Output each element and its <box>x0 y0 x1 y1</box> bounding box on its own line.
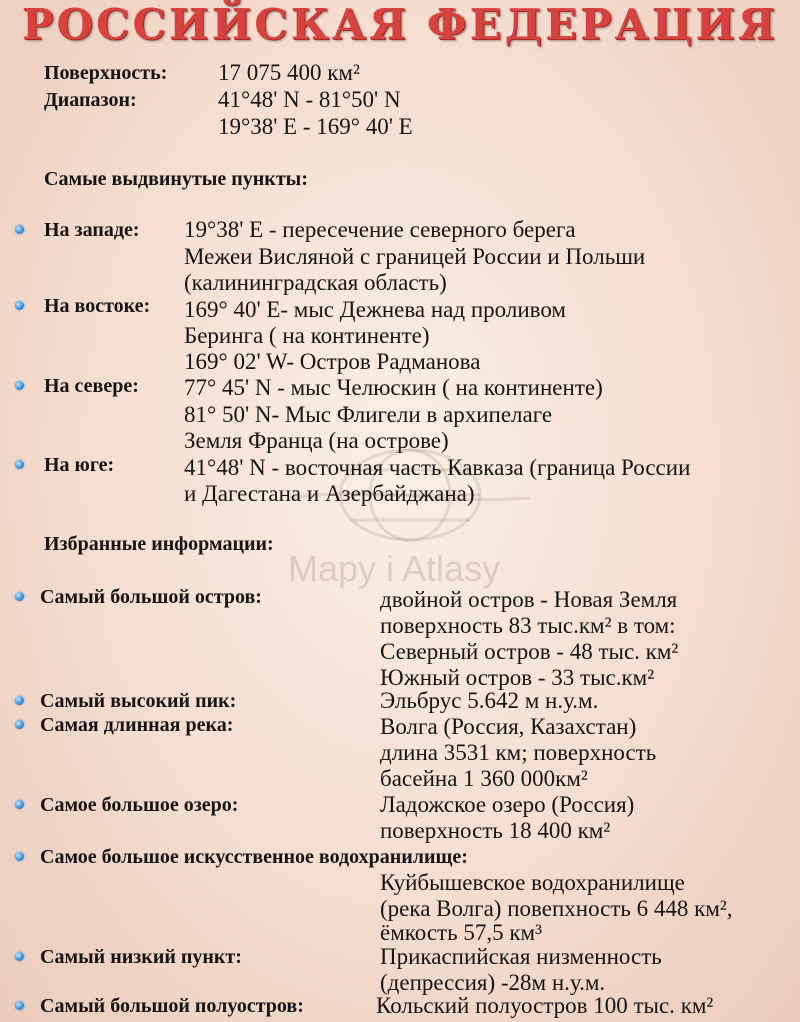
bullet-icon <box>15 1001 24 1010</box>
info-largest-peninsula-line: Кольский полуостров 100 тыс. км² <box>376 993 714 1018</box>
extreme-east-line: 169° 02' W- Остров Радманова <box>184 349 481 374</box>
extreme-south-line: и Дагестана и Азербайджана) <box>184 481 475 506</box>
info-largest-peninsula-label: Самый большой полуостров: <box>40 995 304 1017</box>
bullet-icon <box>15 696 24 705</box>
info-reservoir-line: (река Волга) повепхность 6 448 км², <box>380 896 733 921</box>
extreme-north-line: Земля Франца (на острове) <box>184 428 449 453</box>
bullet-icon <box>15 852 24 861</box>
watermark-text: Mapy i Atlasy <box>288 548 501 589</box>
extreme-south-label: На юге: <box>44 454 115 476</box>
bullet-icon <box>15 460 24 469</box>
info-largest-island-line: двойной остров - Новая Земля <box>380 587 678 612</box>
area-label: Поверхность: <box>44 62 168 84</box>
info-largest-lake-line: Ладожское озеро (Россия) <box>380 792 635 817</box>
info-largest-lake-label: Самое большое озеро: <box>40 794 239 816</box>
extreme-west-line: (калининградская область) <box>184 270 447 295</box>
extreme-east-line: 169° 40' E- мыс Дежнева над проливом <box>184 297 566 322</box>
info-highest-peak-line: Эльбрус 5.642 м н.у.м. <box>380 688 599 713</box>
page-title: РОССИЙСКАЯ ФЕДЕРАЦИЯ <box>21 0 779 49</box>
info-longest-river-label: Самая длинная река: <box>40 714 234 736</box>
info-longest-river-line: Волга (Россия, Казахстан) <box>380 714 637 739</box>
info-largest-island-line: Южный остров - 33 тыс.км² <box>380 665 655 690</box>
info-largest-lake-line: поверхность 18 400 км² <box>380 818 611 843</box>
info-longest-river-line: басейна 1 360 000км² <box>380 766 588 791</box>
extreme-west-label: На западе: <box>44 219 140 241</box>
extreme-north-line: 77° 45' N - мыс Челюскин ( на континенте) <box>184 375 603 400</box>
bullet-icon <box>15 720 24 729</box>
range-latitude: 41°48' N - 81°50' N <box>218 87 401 112</box>
bullet-icon <box>15 592 24 601</box>
bullet-icon <box>15 301 24 310</box>
bullet-icon <box>15 225 24 234</box>
info-lowest-point-line: (депрессия) -28м н.у.м. <box>380 970 606 995</box>
info-largest-island-label: Самый большой остров: <box>40 586 262 608</box>
extreme-west-line: Межеи Висляной с границей России и Польши <box>184 244 646 269</box>
bullet-icon <box>15 381 24 390</box>
extreme-west-line: 19°38' E - пересечение северного берега <box>184 217 576 242</box>
extreme-east-label: На востоке: <box>44 295 151 317</box>
range-label: Диапазон: <box>44 89 137 111</box>
extremes-heading: Самые выдвинутые пункты: <box>44 168 308 190</box>
bullet-icon <box>15 952 24 961</box>
info-heading: Избранные информации: <box>44 533 274 555</box>
info-highest-peak-label: Самый высокий пик: <box>40 690 237 712</box>
extreme-east-line: Беринга ( на континенте) <box>184 323 430 348</box>
area-value: 17 075 400 км² <box>218 60 360 85</box>
info-largest-island-line: поверхность 83 тыс.км² в том: <box>380 613 676 638</box>
info-reservoir-line: Куйбышевское водохранилище <box>380 870 685 895</box>
extreme-north-label: На севере: <box>44 375 139 397</box>
info-longest-river-line: длина 3531 км; поверхность <box>380 740 657 765</box>
info-lowest-point-label: Самый низкий пункт: <box>40 946 242 968</box>
bullet-icon <box>15 800 24 809</box>
info-reservoir-label: Самое большое искусственное водохранилище: <box>40 846 468 868</box>
info-lowest-point-line: Прикаспийская низменность <box>380 944 662 969</box>
range-longitude: 19°38' E - 169° 40' E <box>218 114 413 139</box>
info-reservoir-line: ёмкость 57,5 км³ <box>380 920 542 945</box>
extreme-south-line: 41°48' N - восточная часть Кавказа (граница России <box>184 455 691 480</box>
info-largest-island-line: Северный остров - 48 тыс. км² <box>380 639 679 664</box>
extreme-north-line: 81° 50' N- Мыс Флигели в архипелаге <box>184 402 553 427</box>
